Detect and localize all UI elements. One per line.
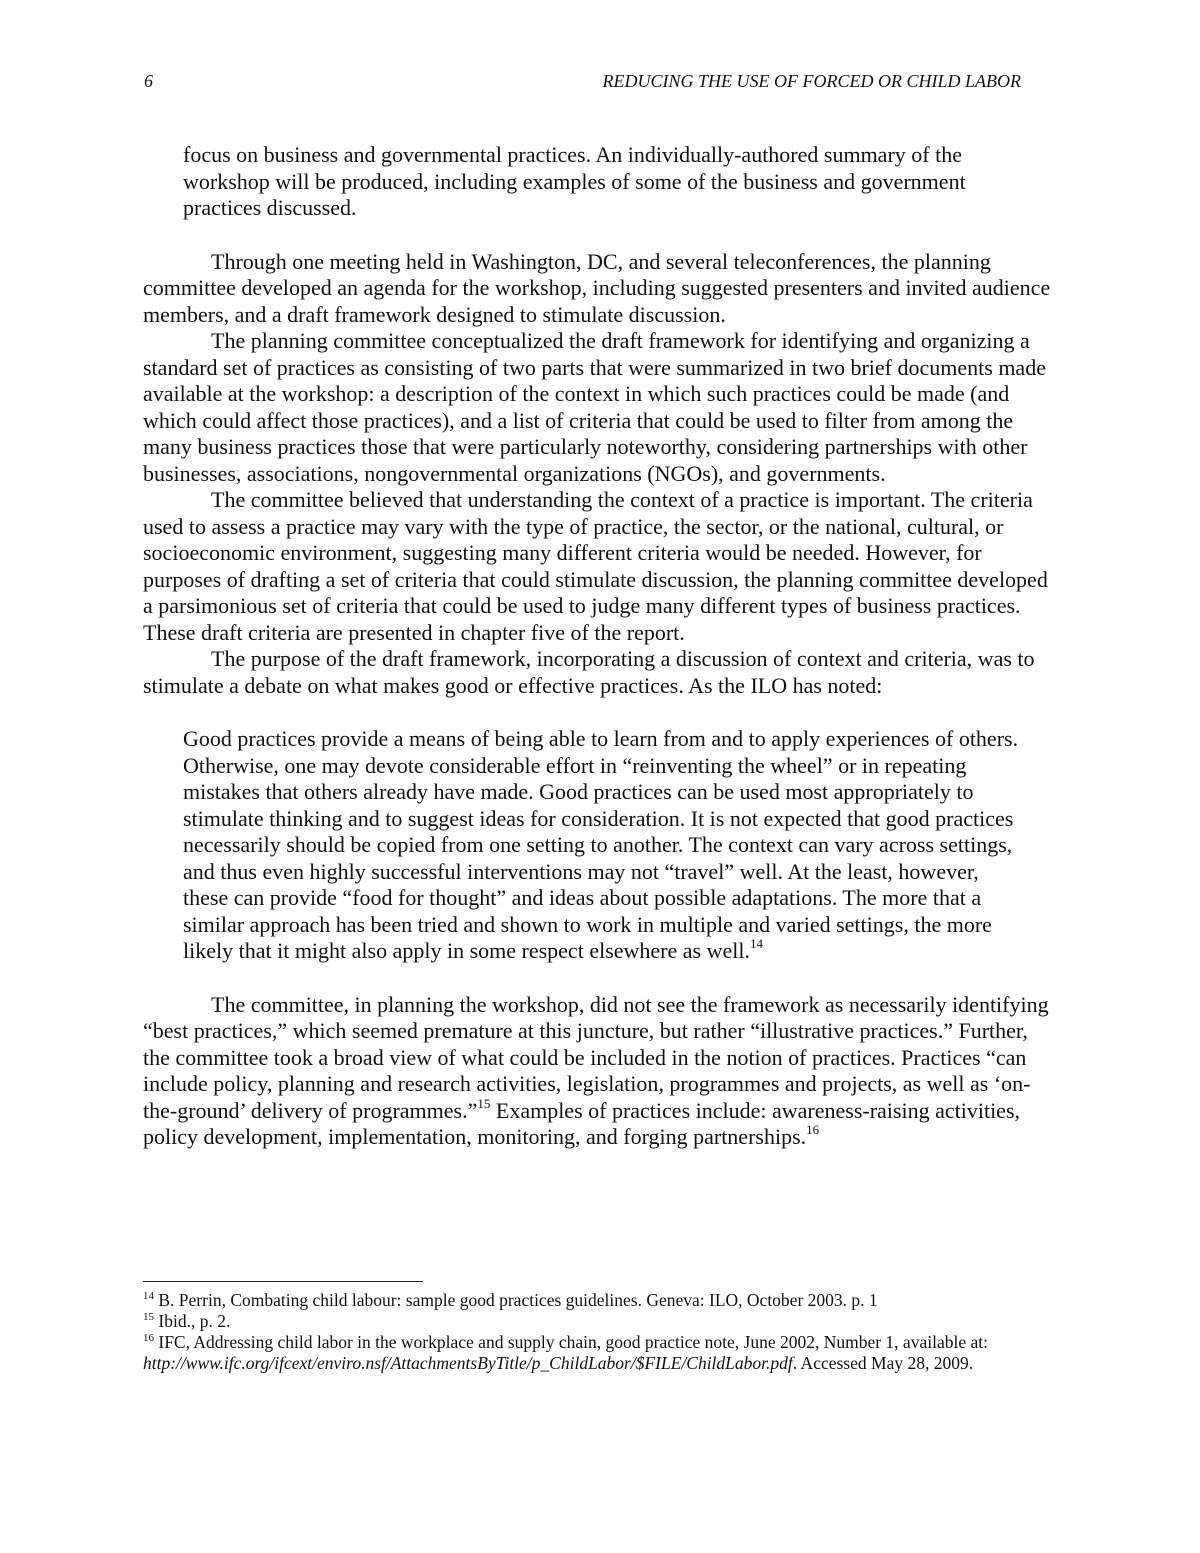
footnote-url-link[interactable]: http://www.ifc.org/ifcext/enviro.nsf/AttachmentsByTitle/p_ChildLabor/$FILE/ChildLabor.pdf [143, 1353, 793, 1373]
footnote-14 [143, 1290, 1043, 1311]
paragraph-purpose: The purpose of the draft framework, incorporating a discussion of context and criteria, was to stimulate a debate on what makes good or effective practices. As the ILO has noted: [143, 646, 1035, 698]
paragraph-context-criteria: The committee believed that understanding the context of a practice is important. The criteria used to assess a practice may vary with the type of practice, the sector, or the national, cultural, or socioeconomic environment, suggesting many different criteria would be needed. However, for purposes of drafting a set of criteria that could stimulate discussion, the planning committee developed a parsimonious set of criteria that could be used to judge many different types of business practices. These draft criteria are presented in chapter five of the report. [143, 487, 1048, 645]
footnote-number: 14 [143, 1290, 154, 1302]
footnote-text: IFC, Addressing child labor in the workplace and supply chain, good practice note, June 2002, Number 1, available at: [154, 1332, 988, 1352]
footnote-15 [143, 1311, 1043, 1332]
paragraph-planning-meeting: Through one meeting held in Washington, DC, and several teleconferences, the planning committee developed an agenda for the workshop, including suggested presenters and invited audience members, and a draft framework designed to stimulate discussion. [143, 248, 1051, 327]
block-quote [183, 726, 1028, 965]
footnote-text-after: . Accessed May 28, 2009. [792, 1353, 974, 1373]
paragraph-draft-framework: The planning committee conceptualized the draft framework for identifying and organizing a standard set of practices as consisting of two parts that were summarized in two brief documents made available at the workshop: a description of the context in which such practices could be made (and which could affect those practices), and a list of criteria that could be used to filter from among the many business practices those that were particularly noteworthy, considering partnerships with other businesses, associations, nongovernmental organizations (NGOs), and governments. [143, 328, 1046, 486]
footnotes [143, 1290, 1043, 1374]
paragraph-text-b: Examples of practices include: awareness-raising activities, policy development, implementation, monitoring, and forging partnerships. [143, 1097, 1021, 1149]
paragraph-text-a: The committee, in planning the workshop, did not see the framework as necessarily identifying “best practices,” which seemed premature at this juncture, but rather “illustrative practices.” Further, the committee took a broad view of what could be included in the notion of practices. Practices “can include policy, planning and research activities, legislation, programmes and projects, as well as ‘on-the-ground’ delivery of programmes.” [143, 991, 1049, 1123]
paragraph-illustrative-practices [143, 992, 1058, 1151]
body-text [143, 142, 1058, 1151]
continued-paragraph: focus on business and governmental practices. An individually-authored summary of the workshop will be produced, including examples of some of the business and government practices discussed. [183, 142, 966, 220]
block-quote-text: Good practices provide a means of being able to learn from and to apply experiences of others. Otherwise, one may devote considerable effort in “reinventing the wheel” or in repeating mistakes that others already have made. Good practices can be used most appropriately to stimulate thinking and to suggest ideas for consideration. It is not expected that good practices necessarily should be copied from one setting to another. The context can vary across settings, and thus even highly successful interventions may not “travel” well. At the least, however, these can provide “food for thought” and ideas about possible adaptations. The more that a similar approach has been tried and shown to work in multiple and varied settings, the more likely that it might also apply in some respect elsewhere as well. [183, 726, 1019, 963]
footnote-text: Ibid., p. 2. [154, 1311, 231, 1331]
footnote-divider [143, 1281, 423, 1282]
page-number: 6 [144, 71, 153, 91]
page-header [144, 71, 1021, 95]
footnote-text: B. Perrin, Combating child labour: sample good practices guidelines. Geneva: ILO, October 2003. p. 1 [154, 1290, 878, 1310]
footnote-ref-16: 16 [806, 1122, 820, 1137]
footnote-16 [143, 1332, 1043, 1374]
footnote-number: 15 [143, 1311, 154, 1323]
footnote-ref-15: 15 [477, 1095, 491, 1111]
footnote-number: 16 [143, 1332, 154, 1344]
running-head: REDUCING THE USE OF FORCED OR CHILD LABOR [602, 71, 1021, 91]
footnote-ref-14: 14 [749, 936, 763, 951]
